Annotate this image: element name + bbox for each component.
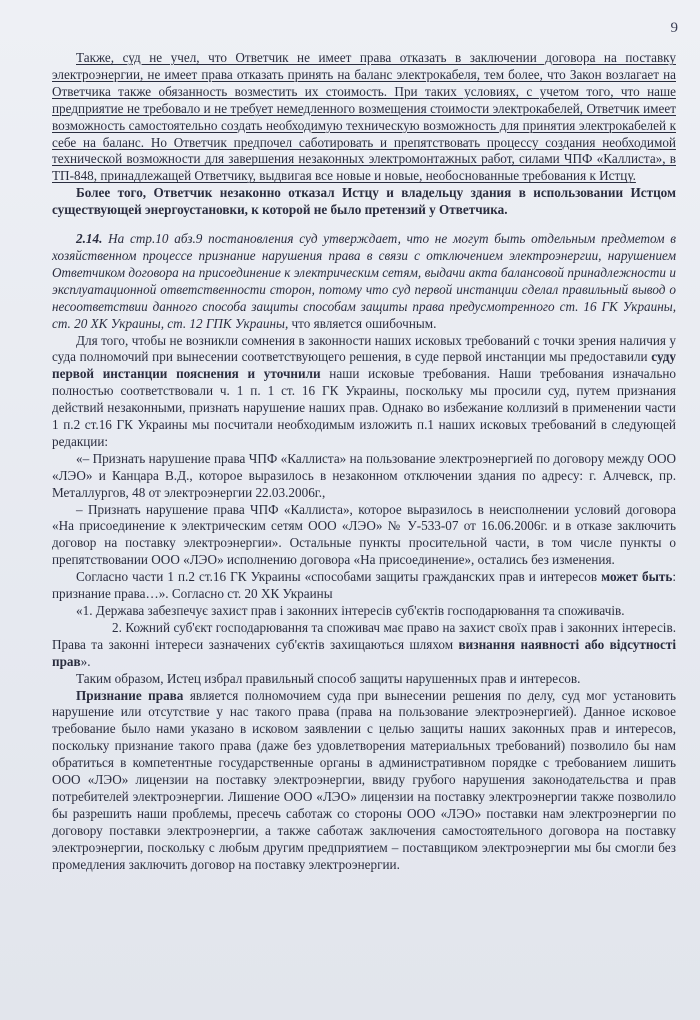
quote-claim-1: «– Признать нарушение права ЧПФ «Каллиста» на пользование электроэнергией по договору между ООО «ЛЭО» и Канцара В.Д., которое выразилось в незаконном отключении здания по адресу: г. Алчевск, пр. Металлургов, 48 от электроэнергии 22.03.2006г., — [52, 450, 676, 500]
recognition-bold: Признание права — [76, 687, 184, 703]
article-16-text-b: : признание права…». Согласно ст. 20 ХК Украины — [52, 569, 677, 602]
first-instance-text-b: наши исковые требования. Наши требования изначально полностью соответствовали ч. 1 п. 1 ст. 16 ГК Украины, поскольку мы просили суд, путем признания действий незаконными, признать нарушение наших прав. Однако во избежание коллизий в применении части 1 п.2 ст.16 ГК Украины мы посчитали необходимым изложить п.1 наших исковых требований в следующей редакции: — [52, 366, 676, 449]
quote-claim-2: – Признать нарушение права ЧПФ «Каллиста», которое выразилось в неисполнении условий договора «На присоединение к электрическим сетям ООО «ЛЭО» № У-533-07 от 16.06.2006г. и в отказе заключить договор на поставку электроэнергии». Остальные пункты просительной части, в том числе пункты о препятствовании ООО «ЛЭО» исполнению договора «На присоединение», остались без изменения. — [52, 501, 676, 568]
section-number: 2.14. — [76, 231, 103, 247]
paragraph-recognition-of-right — [52, 688, 676, 874]
paragraph-court-ignored: Также, суд не учел, что Ответчик не имеет права отказать в заключении договора на поставку электроэнергии, не имеет права отказать принять на баланс электрокабеля, тем более, что Закон возлагает на Ответчика также обязанность возместить их стоимость. При таких условиях, с учетом того, что наше предприятие не требовало и не требует немедленного возмещения стоимости электрокабелей, Ответчик имеет возможность самостоятельно создать необходимую техническую возможность для принятия электрокабелей к себе на баланс. Но Ответчик предпочел саботировать и препятствовать процессу создания необходимой технической возможности для завершения незаконных электромонтажных работ, силами ЧПФ «Каллиста», в ТП-848, принадлежащей Ответчику, выдвигая все новые и новые, необоснованные требования к Истцу. — [52, 50, 676, 184]
paragraph-section-2-14 — [52, 231, 676, 332]
ukrainian-quote-2-bold: визнання наявності або відсутності прав — [52, 636, 677, 669]
paragraph-article-16 — [52, 569, 676, 603]
paragraph-first-instance — [52, 333, 676, 451]
ukrainian-quote-2-text: 2. Кожний суб'єкт господарювання та споживач має право на захист своїх прав і законних інтересів. Права та законні інтереси зазначених суб'єктів захищаються шляхом — [52, 619, 676, 652]
first-instance-text-a: Для того, чтобы не возникли сомнения в законности наших исковых требований с точки зрения наличия у суда полномочий при вынесении соответствующего решения, в суде первой инстанции мы предоставили — [52, 332, 676, 365]
section-2-14-tail: что является ошибочным. — [291, 315, 437, 331]
spacer — [52, 219, 676, 231]
ukrainian-quote-2-end: ». — [80, 653, 91, 669]
page-number: 9 — [670, 20, 678, 36]
paragraph-moreover: Более того, Ответчик незаконно отказал Истцу и владельцу здания в использовании Истцом существующей энергоустановки, к которой не было претензий у Ответчика. — [52, 185, 676, 218]
ukrainian-quote-2 — [52, 620, 676, 671]
ukrainian-quote-1: «1. Держава забезпечує захист прав і законних інтересів суб'єктів господарювання та споживачів. — [76, 603, 625, 618]
article-16-bold: может быть — [601, 569, 673, 585]
paragraph-conclusion: Таким образом, Истец избрал правильный способ защиты нарушенных прав и интересов. — [76, 670, 581, 686]
article-16-text-a: Согласно части 1 п.2 ст.16 ГК Украины «способами защиты гражданских прав и интересов — [76, 569, 598, 585]
first-instance-bold: суду первой инстанции пояснения и уточнили — [52, 349, 677, 382]
section-2-14-italic: На стр.10 абз.9 постановления суд утверждает, что не могут быть отдельным предметом в хозяйственном процессе признание нарушения права в связи с отключением электроэнергии, нарушением Ответчиком договора на присоединение к электрическим сетям, выдачи акта балансовой принадлежности и эксплуатационной ответственности сторон, потому что суд первой инстанции сделал правильный вывод о несоответствии данного способа защиты способам защиты права предусмотренного ст. 16 ГК Украины, ст. 20 ХК Украины, ст. 12 ГПК Украины, — [52, 231, 677, 331]
recognition-text: является полномочием суда при вынесении решения по делу, суд мог установить нарушение или отсутствие у нас такого права (права на пользование электроэнергией). Данное исковое требование было нами указано в исковом заявлении с целью защиты наших законных прав и интересов, поскольку признание такого права (даже без удовлетворения материальных требований) позволило бы нам обратиться в компетентные государственные органы в административном порядке с требованием лишить ООО «ЛЭО» лицензии на поставку электроэнергии, ввиду грубого нарушения законодательства и прав потребителей электроэнергии. Лишение ООО «ЛЭО» лицензии на поставку электроэнергии также позволило бы разрешить наши проблемы, пресечь саботаж со стороны ООО «ЛЭО» поставки нам электроэнергии по договору поставки электроэнергии, а также саботаж заключения самостоятельного договора на поставку электроэнергии, поскольку с любым другим предприятием – поставщиком электроэнергии мы бы смогли без промедления заключить договор на поставку электроэнергии. — [52, 687, 677, 872]
